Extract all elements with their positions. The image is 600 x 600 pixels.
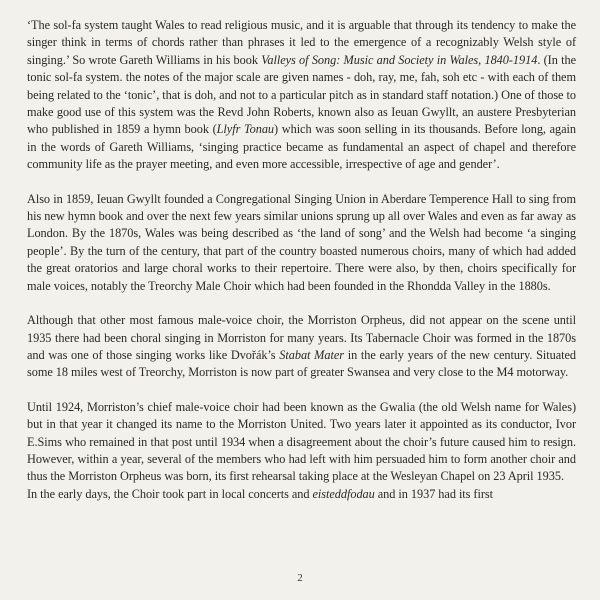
paragraph-text: ‘The sol-fa system taught Wales to read religious music, and it is arguable that through its tendency to make the singer think in terms of chords rather than phrases it led to the emergence of a recognizably Welsh style of singing.’ So wrote Gareth Williams in his book — [27, 18, 576, 67]
italic-title-text: eisteddfodau — [312, 486, 375, 501]
paragraph-text: ) which was soon selling in its thousands. Before long, again in the words of Gareth Williams, ‘singing practice became as fundamental an aspect of chapel and therefore community life as the prayer meeting, and even more accessible, irrespective of age and gender’. — [27, 122, 576, 172]
paragraph-text: Until 1924, Morriston’s chief male-voice choir had been known as the Gwalia (the old Welsh name for Wales) but in that year it changed its name to the Morriston United. Two years later it appointed as its conductor, Ivor E.Sims who remained in that post until 1934 when a disagreement about the choir’s future caused him to resign. However, within a year, several of the members who had left with him persuaded him to form another choir and thus the Morriston Orpheus was born, its first rehearsal taking place at the Wesleyan Chapel on 23 April 1935. — [27, 399, 576, 484]
italic-title-text: Valleys of Song: Music and Society in Wales, 1840-1914 — [261, 52, 538, 67]
paragraph-morriston-united — [27, 399, 576, 486]
paragraph-text: . (In the tonic sol-fa system. the notes of the major scale are given names - doh, ray, me, fah, soh etc - with each of them being related to the ‘tonic’, that is doh, and not to a particular pitch as in standard staff notation.) One of those to make good use of this system was the Revd John Roberts, known also as Ieuan Gwyllt, an austere Presbyterian who published in 1859 a hymn book ( — [27, 52, 577, 137]
paragraph-early-days — [27, 486, 576, 503]
page-number: 2 — [297, 572, 303, 584]
paragraph-text: Also in 1859, Ieuan Gwyllt founded a Congregational Singing Union in Aberdare Temperence Hall to sing from his new hymn book and over the next few years similar unions sprung up all over Wales and even as far away as London. By the 1870s, Wales was being described as ‘the land of song’ and the Welsh had become ‘a singing people’. By the turn of the century, that part of the country boasted numerous choirs, many of which had added the great oratorios and large choral works to their repertoire. There were also, by then, choirs specifically for male voices, notably the Treorchy Male Choir which had been founded in the Rhondda Valley in the 1880s. — [27, 191, 576, 293]
paragraph-singing-union — [27, 191, 576, 295]
paragraph-morriston-orpheus — [27, 312, 576, 382]
italic-title-text: Llyfr Tonau — [216, 122, 275, 137]
paragraph-text: in the early years of the new century. Situated some 18 miles west of Treorchy, Morriston is now part of greater Swansea and very close to the M4 motorway. — [27, 347, 576, 380]
paragraph-sol-fa — [27, 17, 576, 174]
paragraph-text: In the early days, the Choir took part in local concerts and — [27, 486, 313, 501]
paragraph-text: Although that other most famous male-voice choir, the Morriston Orpheus, did not appear on the scene until 1935 there had been choral singing in Morriston for many years. Its Tabernacle Choir was formed in the 1870s and was one of those singing works like Dvořák’s — [27, 313, 576, 362]
italic-title-text: Stabat Mater — [279, 347, 344, 362]
paragraph-text: and in 1937 had its first — [374, 486, 493, 501]
